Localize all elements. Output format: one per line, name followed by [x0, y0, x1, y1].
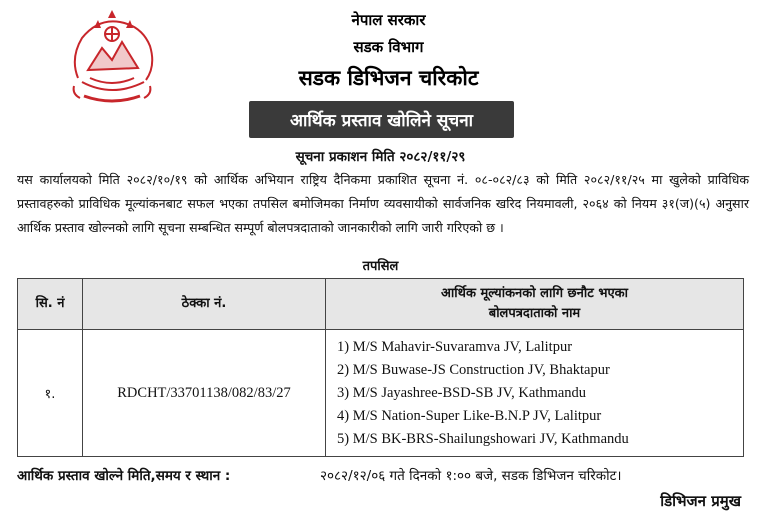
notice-body: यस कार्यालयको मिति २०८२/१०/१९ को आर्थिक अभियान राष्ट्रिय दैनिकमा प्रकाशित सूचना नं. ०८-०८२/८३ को मिति २०८२/११/२५ मा खुलेको प्राविधिक प्रस्तावहरुको प्राविधिक मूल्यांकनबाट सफल भएका तपसिल बमोजिमका निर्माण व्यवसायीको सार्वजनिक खरिद नियमावली, २०६४ को नियम ३१(ज)(५) अनुसार आर्थिक प्रस्ताव खोल्नको लागि सूचना सम्बन्धित सम्पूर्ण बोलपत्रदाताको जानकारीको लागि जारी गरिएको छ ।: [17, 172, 749, 235]
table-header-row: [18, 279, 744, 330]
column-header-bidders-line1: आर्थिक मूल्यांकनको लागि छनौट भएका: [440, 286, 628, 301]
list-item: 5) M/S BK-BRS-Shailungshowari JV, Kathmandu: [337, 430, 629, 447]
table-row: [18, 330, 744, 457]
office-name: सडक डिभिजन चरिकोट: [298, 66, 479, 90]
signature-title: डिभिजन प्रमुख: [660, 492, 741, 510]
cell-bidders: [326, 330, 744, 457]
column-header-bidders: [326, 279, 744, 330]
list-item: 2) M/S Buwase-JS Construction JV, Bhaktapur: [337, 361, 610, 378]
column-header-contract: [83, 279, 326, 330]
cell-sn: १.: [18, 330, 83, 457]
opening-value: २०८२/१२/०६ गते दिनको १:०० बजे, सडक डिभिजन चरिकोट।: [320, 468, 622, 484]
column-header-sn: सि. नं: [18, 279, 83, 330]
opening-label: आर्थिक प्रस्ताव खोल्ने मिति,समय र स्थान :: [17, 468, 231, 484]
bidder-list: [327, 336, 742, 451]
list-item: 1) M/S Mahavir-Suvaramva JV, Lalitpur: [337, 338, 573, 355]
notice-title: आर्थिक प्रस्ताव खोलिने सूचना: [249, 101, 514, 138]
list-item: 4) M/S Nation-Super Like-B.N.P JV, Lalitpur: [337, 407, 602, 424]
department-name: सडक विभाग: [353, 38, 424, 56]
column-header-contract-label: ठेक्का नं.: [181, 296, 227, 311]
bidders-table: [17, 278, 744, 457]
list-item: 3) M/S Jayashree-BSD-SB JV, Kathmandu: [337, 384, 587, 401]
column-header-bidders-line2: बोलपत्रदाताको नाम: [488, 306, 581, 321]
publication-date: सूचना प्रकाशन मिति २०८२/११/२९: [295, 149, 466, 165]
tapasil-heading: तपसिल: [362, 259, 399, 274]
government-name: नेपाल सरकार: [351, 11, 426, 29]
cell-contract-number: RDCHT/33701138/082/83/27: [83, 330, 326, 457]
